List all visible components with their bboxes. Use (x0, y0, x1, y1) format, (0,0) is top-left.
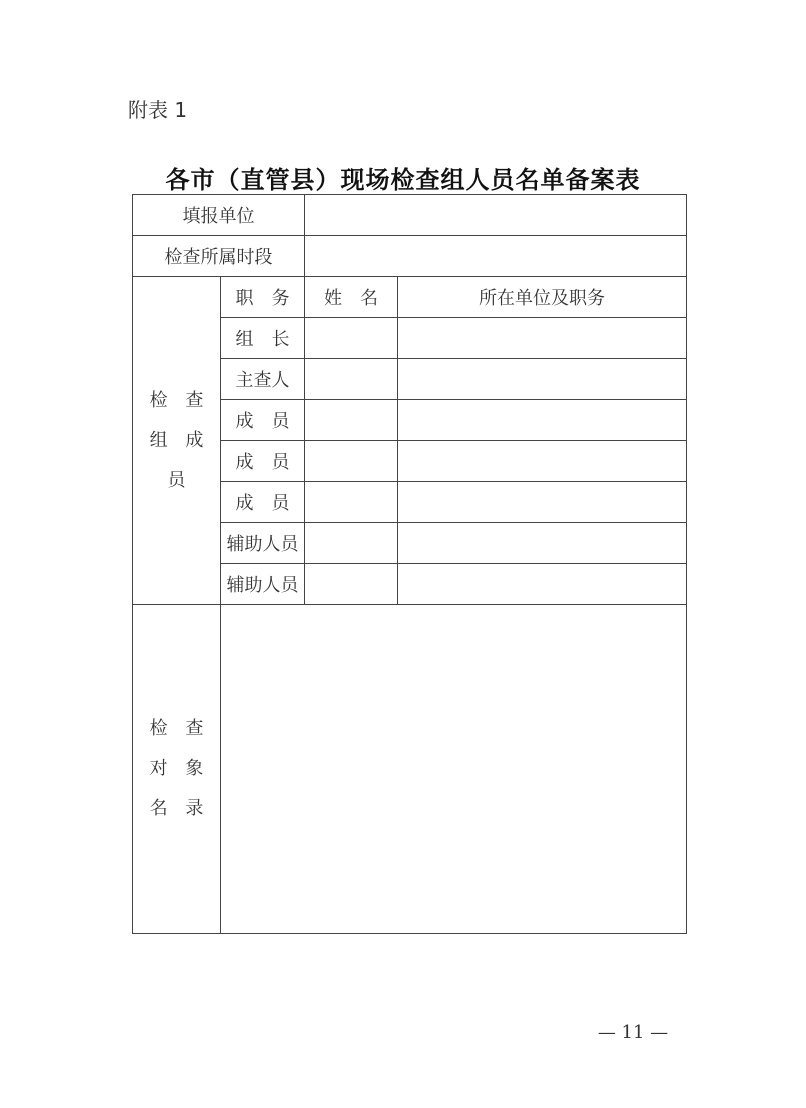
member-unit-field[interactable] (398, 400, 687, 441)
member-name-field[interactable] (305, 564, 398, 605)
member-name-field[interactable] (305, 441, 398, 482)
column-header-position: 职 务 (221, 277, 305, 318)
member-role: 成 员 (221, 441, 305, 482)
member-unit-field[interactable] (398, 523, 687, 564)
member-role: 成 员 (221, 482, 305, 523)
member-role: 组 长 (221, 318, 305, 359)
targets-content-field[interactable] (221, 605, 687, 934)
period-row (133, 236, 687, 277)
period-field[interactable] (305, 236, 687, 277)
member-role: 辅助人员 (221, 523, 305, 564)
column-header-name: 姓 名 (305, 277, 398, 318)
reporting-unit-row (133, 195, 687, 236)
period-label: 检查所属时段 (133, 236, 305, 277)
members-header-row (133, 277, 687, 318)
reporting-unit-label: 填报单位 (133, 195, 305, 236)
members-label-line-3: 员 (167, 469, 192, 491)
reporting-unit-field[interactable] (305, 195, 687, 236)
member-role: 辅助人员 (221, 564, 305, 605)
form-title: 各市（直管县）现场检查组人员名单备案表 (165, 166, 641, 194)
member-name-field[interactable] (305, 523, 398, 564)
member-name-field[interactable] (305, 359, 398, 400)
member-unit-field[interactable] (398, 482, 687, 523)
targets-label-line-2: 对 象 (149, 758, 210, 779)
page-number: — 11 — (597, 1022, 669, 1043)
member-unit-field[interactable] (398, 359, 687, 400)
members-label-line-1: 检 查 (149, 389, 210, 411)
member-name-field[interactable] (305, 400, 398, 441)
members-label-line-2: 组 成 (149, 429, 210, 451)
members-section-label (133, 277, 221, 605)
targets-section-label (133, 605, 221, 934)
member-unit-field[interactable] (398, 564, 687, 605)
member-name-field[interactable] (305, 318, 398, 359)
targets-row (133, 605, 687, 934)
member-role: 主查人 (221, 359, 305, 400)
member-unit-field[interactable] (398, 318, 687, 359)
member-name-field[interactable] (305, 482, 398, 523)
roster-table (132, 194, 687, 934)
appendix-label: 附表 1 (128, 98, 188, 122)
member-role: 成 员 (221, 400, 305, 441)
targets-label-line-1: 检 查 (149, 718, 210, 739)
member-unit-field[interactable] (398, 441, 687, 482)
column-header-unit: 所在单位及职务 (398, 277, 687, 318)
targets-label-line-3: 名 录 (149, 798, 210, 819)
